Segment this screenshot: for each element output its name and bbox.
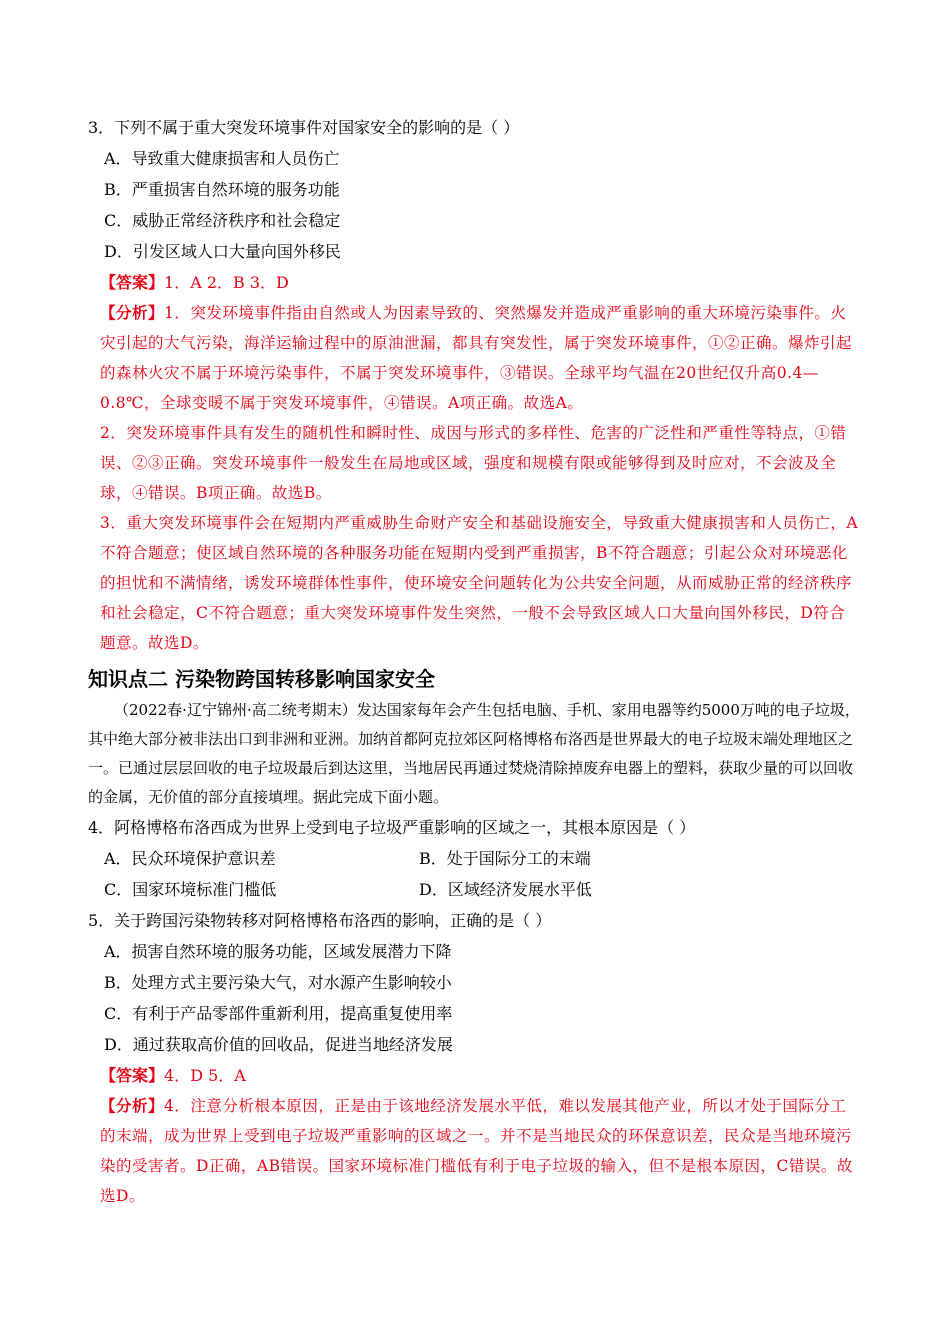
question-5-option-a: A．损害自然环境的服务功能，区域发展潜力下降 [104,942,452,961]
question-3-option-b: B．严重损害自然环境的服务功能 [104,180,340,199]
question-4-options-row-1 [88,843,860,874]
material-paragraph: （2022春·辽宁锦州·高二统考期末）发达国家每年会产生包括电脑、手机、家用电器等约5000万吨的电子垃圾，其中绝大部分被非法出口到非洲和亚洲。加纳首都阿克拉郊区阿格博格布洛西是世界最大的电子垃圾末端处理地区之一。已通过层层回收的电子垃圾最后到达这里，当地居民再通过焚烧清除掉废弃电器上的塑料，获取少量的可以回收的金属，无价值的部分直接填埋。据此完成下面小题。 [88,701,860,806]
document-page [88,112,860,1211]
analysis-tag: 【分析】 [100,303,165,322]
section-heading: 知识点二 污染物跨国转移影响国家安全 [88,667,435,691]
answer-block-1 [88,267,860,298]
question-3-option-d: D．引发区域人口大量向国外移民 [104,242,341,261]
answer-block-2 [88,1060,860,1091]
analysis-tag: 【分析】 [100,1096,165,1115]
analysis-1-para-3: 3．重大突发环境事件会在短期内严重威胁生命财产安全和基础设施安全，导致重大健康损害和人员伤亡，A不符合题意；使区域自然环境的各种服务功能在短期内受到严重损害，B不符合题意；引起公众对环境恶化的担忧和不满情绪，诱发环境群体性事件，使环境安全问题转化为公共安全问题，从而威胁正常的经济秩序和社会稳定，C不符合题意；重大突发环境事件发生突然，一般不会导致区域人口大量向国外移民，D符合题意。故选D。 [100,514,859,652]
question-3-option-a: A．导致重大健康损害和人员伤亡 [104,149,340,168]
question-4-option-b: B．处于国际分工的末端 [419,849,591,868]
answer-tag: 【答案】 [100,273,165,292]
question-5-option-c: C．有利于产品零部件重新利用，提高重复使用率 [104,1004,453,1023]
question-3-option-c: C．威胁正常经济秩序和社会稳定 [104,211,341,230]
analysis-2-para-1 [88,1091,860,1211]
question-3-stem: 3．下列不属于重大突发环境事件对国家安全的影响的是（ ） [88,118,520,137]
analysis-1-para-2: 2．突发环境事件具有发生的随机性和瞬时性、成因与形式的多样性、危害的广泛性和严重性等特点，①错误、②③正确。突发环境事件一般发生在局地或区域，强度和规模有限或能够得到及时应对，不会波及全球，④错误。B项正确。故选B。 [100,424,847,502]
analysis-1-text-1: 1．突发环境事件指由自然或人为因素导致的、突然爆发并造成严重影响的重大环境污染事件。火灾引起的大气污染，海洋运输过程中的原油泄漏，都具有突发性，属于突发环境事件，①②正确。爆炸引起的森林火灾不属于环境污染事件，不属于突发环境事件，③错误。全球平均气温在20世纪仅升高0.4—0.8℃，全球变暖不属于突发环境事件，④错误。A项正确。故选A。 [100,304,853,412]
question-5-stem: 5．关于跨国污染物转移对阿格博格布洛西的影响，正确的是（ ） [88,911,552,930]
analysis-block-1 [88,298,860,658]
question-4-options-row-2 [88,874,860,905]
question-5-option-d: D．通过获取高价值的回收品，促进当地经济发展 [104,1035,453,1054]
question-5-option-b: B．处理方式主要污染大气，对水源产生影响较小 [104,973,452,992]
analysis-1-para-1 [88,298,860,418]
analysis-block-2 [88,1091,860,1211]
question-4-stem: 4．阿格博格布洛西成为世界上受到电子垃圾严重影响的区域之一，其根本原因是（ ） [88,818,696,837]
answer-text: 1．A 2．B 3．D [164,273,289,292]
question-4-option-c: C．国家环境标准门槛低 [104,880,277,899]
question-4-option-a: A．民众环境保护意识差 [104,849,276,868]
answer-text: 4．D 5．A [164,1066,246,1085]
analysis-2-text-1: 4．注意分析根本原因，正是由于该地经济发展水平低，难以发展其他产业，所以才处于国际分工的末端，成为世界上受到电子垃圾严重影响的区域之一。并不是当地民众的环保意识差，民众是当地环境污染的受害者。D正确，AB错误。国家环境标准门槛低有利于电子垃圾的输入，但不是根本原因，C错误。故选D。 [100,1097,853,1205]
answer-tag: 【答案】 [100,1066,165,1085]
question-4-option-d: D．区域经济发展水平低 [419,880,592,899]
